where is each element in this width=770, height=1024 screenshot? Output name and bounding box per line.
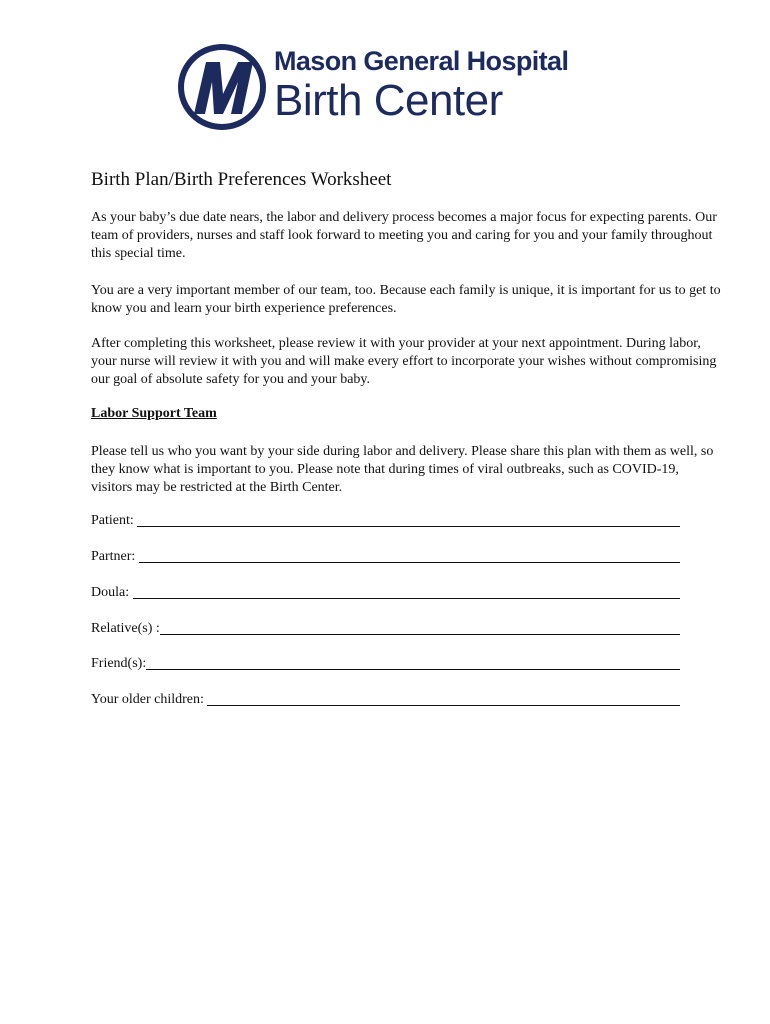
doula-field[interactable] <box>91 584 680 602</box>
section-heading-labor-support: Labor Support Team <box>91 406 217 421</box>
friends-field[interactable] <box>91 655 680 673</box>
partner-field[interactable] <box>91 548 680 566</box>
page-title: Birth Plan/Birth Preferences Worksheet <box>91 169 392 190</box>
older-children-input-line[interactable] <box>207 691 680 706</box>
logo-birth-center: Birth Center <box>274 76 503 125</box>
friends-label: Friend(s): <box>91 656 147 671</box>
doula-label: Doula: <box>91 585 133 600</box>
logo-m-emblem <box>176 42 268 132</box>
relatives-label: Relative(s) : <box>91 621 160 636</box>
patient-label: Patient: <box>91 513 138 528</box>
logo-hospital-name: Mason General Hospital <box>274 46 569 76</box>
labor-support-paragraph: Please tell us who you want by your side during labor and delivery. Please share this plan with them as well, so they know what is important to you. Please note that during times of viral outbreaks, such as COVID-19, visitors may be restricted at the Birth Center. <box>91 444 714 495</box>
partner-input-line[interactable] <box>139 548 680 563</box>
intro-paragraph-2: You are a very important member of our team, too. Because each family is unique, it is important for us to get to know you and learn your birth experience preferences. <box>91 283 721 316</box>
older-children-label: Your older children: <box>91 692 208 707</box>
partner-label: Partner: <box>91 549 139 564</box>
intro-paragraph-1: As your baby’s due date nears, the labor and delivery process becomes a major focus for expecting parents. Our team of providers, nurses and staff look forward to meeting you and caring for you and your family throughout this special time. <box>91 210 717 261</box>
older-children-field[interactable] <box>91 691 680 709</box>
patient-input-line[interactable] <box>137 512 680 527</box>
intro-paragraph-3: After completing this worksheet, please review it with your provider at your next appointment. During labor, your nurse will review it with you and will make every effort to incorporate your wishes without compromising our goal of absolute safety for you and your baby. <box>91 336 717 387</box>
patient-field[interactable] <box>91 512 680 530</box>
doula-input-line[interactable] <box>133 584 680 599</box>
friends-input-line[interactable] <box>146 655 680 670</box>
relatives-field[interactable] <box>91 620 680 638</box>
relatives-input-line[interactable] <box>160 620 680 635</box>
hospital-logo <box>176 42 596 134</box>
